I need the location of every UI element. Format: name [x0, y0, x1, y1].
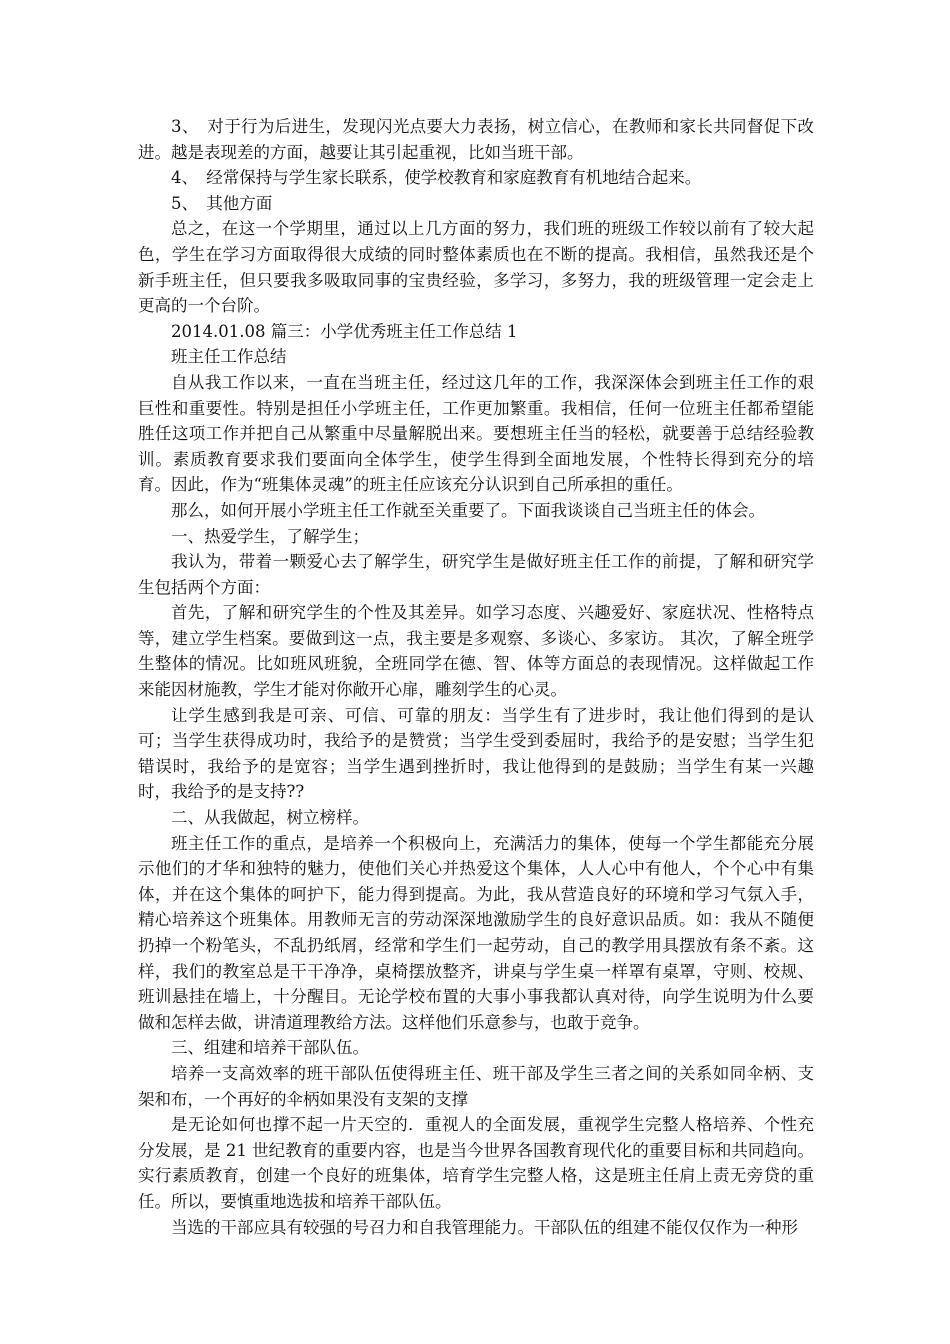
subheading-1: 一、热爱学生，了解学生；: [171, 526, 369, 546]
paragraph-7: 自从我工作以来，一直在当班主任，经过这几年的工作，我深深体会到班主任工作的艰巨性和重要性。特别是担任小学班主任，工作更加繁重。我相信，任何一位班主任都希望能胜任这项工作并把自己从繁重中尽量解脱出来。要想班主任当的轻松，就要善于总结经验教训。素质教育要求我们要面向全体学生，使学生得到全面地发展，个性特长得到充分的培育。因此，作为“班集体灵魂”的班主任应该充分认识到自己所承担的重任。: [138, 372, 814, 495]
section-title: 班主任工作总结: [171, 347, 287, 367]
subheading-2: 二、从我做起，树立榜样。: [171, 808, 369, 828]
paragraph-17: 是无论如何也撑不起一片天空的．重视人的全面发展，重视学生完整人格培养、个性充分发展，是 21 世纪教育的重要内容，也是当今世界各国教育现代化的重要目标和共同趋向。实行素质教育，创建一个良好的班集体，培育学生完整人格，这是班主任肩上责无旁贷的重任。所以，要慎重地选拔和培养干部队伍。: [138, 1115, 814, 1211]
paragraph-1: 3、 对于行为后进生，发现闪光点要大力表扬，树立信心，在教师和家长共同督促下改进。越是表现差的方面，越要让其引起重视，比如当班干部。: [138, 117, 814, 162]
paragraph-12: 让学生感到我是可亲、可信、可靠的朋友：当学生有了进步时，我让他们得到的是认可；当学生获得成功时，我给予的是赞赏；当学生受到委屈时，我给予的是安慰；当学生犯错误时，我给予的是宽容；当学生遇到挫折时，我让他得到的是鼓励；当学生有某一兴趣时，我给予的是支持??: [138, 705, 814, 802]
subheading-3: 三、组建和培养干部队伍。: [171, 1038, 369, 1058]
paragraph-16: 培养一支高效率的班干部队伍使得班主任、班干部及学生三者之间的关系如同伞柄、支架和布，一个再好的伞柄如果没有支架的支撑: [138, 1063, 814, 1109]
paragraph-10: 我认为，带着一颗爱心去了解学生，研究学生是做好班主任工作的前提，了解和研究学生包括两个方面：: [138, 552, 814, 597]
paragraph-4: 总之，在这一个学期里，通过以上几方面的努力，我们班的班级工作较以前有了较大起色，学生在学习方面取得很大成绩的同时整体素质也在不断的提高。我相信，虽然我还是个新手班主任，但只要我多吸取同事的宝贵经验，多学习，多努力，我的班级管理一定会走上更高的一个台阶。: [138, 219, 814, 316]
paragraph-8: 那么，如何开展小学班主任工作就至关重要了。下面我谈谈自己当班主任的体会。: [171, 500, 765, 520]
paragraph-14: 班主任工作的重点，是培养一个积极向上，充满活力的集体，使每一个学生都能充分展示他们的才华和独特的魅力，使他们关心并热爱这个集体，人人心中有他人，个个心中有集体，并在这个集体的呵护下，能力得到提高。为此，我从营造良好的环境和学习气氛入手，精心培养这个班集体。用教师无言的劳动深深地激励学生的良好意识品质。如：我从不随便扔掉一个粉笔头，不乱扔纸屑，经常和学生们一起劳动，自己的教学用具摆放有条不紊。这样，我们的教室总是干干净净，桌椅摆放整齐，讲桌与学生桌一样罩有桌罩，守则、校规、班训悬挂在墙上，十分醒目。无论学校布置的大事小事我都认真对待，向学生说明为什么要做和怎样去做，讲清道理教给方法。这样他们乐意参与，也敢于竞争。: [138, 833, 814, 1032]
paragraph-11: 首先，了解和研究学生的个性及其差异。如学习态度、兴趣爱好、家庭状况、性格特点等，建立学生档案。要做到这一点，我主要是多观察、多谈心、多家访。 其次，了解全班学生整体的情况。比如班风班貌，全班同学在德、智、体等方面总的表现情况。这样做起工作来能因材施教，学生才能对你敞开心扉，雕刻学生的心灵。: [138, 603, 814, 700]
paragraph-3: 5、 其他方面: [171, 193, 273, 213]
section-date-heading: 2014.01.08 篇三：小学优秀班主任工作总结 1: [171, 321, 518, 341]
paragraph-18: 当选的干部应具有较强的号召力和自我管理能力。干部队伍的组建不能仅仅作为一种形: [171, 1217, 798, 1237]
paragraph-2: 4、 经常保持与学生家长联系，使学校教育和家庭教育有机地结合起来。: [171, 168, 702, 188]
document-page: [138, 114, 814, 1240]
